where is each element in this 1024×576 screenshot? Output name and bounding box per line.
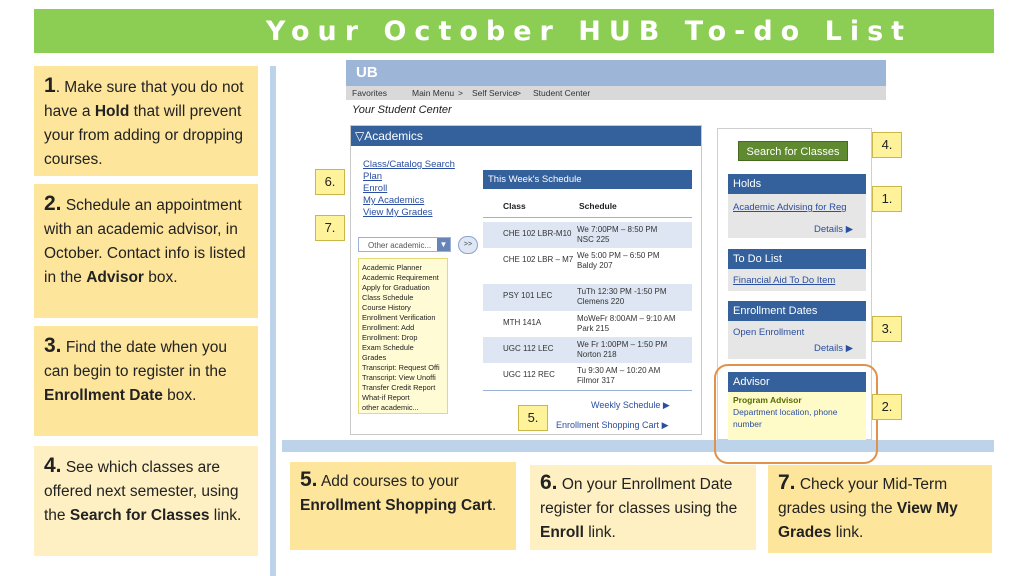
class-cell: UGC 112 REC [503, 370, 555, 379]
step-5-box [290, 462, 516, 550]
play-arrow-icon: ▶ [662, 400, 670, 410]
advisor-info: Department location, phone number [733, 407, 838, 429]
menu-item[interactable]: other academic... [362, 403, 419, 412]
step-text: . Make sure that you do not have a [44, 79, 244, 120]
play-arrow-icon: ▶ [845, 224, 853, 235]
play-arrow-icon: ▶ [661, 420, 669, 430]
holds-body [728, 194, 866, 238]
step-keyword: Hold [94, 103, 130, 120]
vertical-divider [270, 66, 276, 576]
link-class-catalog-search[interactable]: Class/Catalog Search [363, 159, 455, 170]
tag-2: 2. [872, 394, 902, 420]
step-number: 4. [44, 454, 62, 477]
step-text: box. [162, 387, 197, 404]
step-number: 7. [778, 471, 796, 494]
step-keyword: Enroll [540, 524, 584, 541]
menu-item[interactable]: What-if Report [362, 393, 410, 402]
holds-header: Holds [728, 174, 866, 194]
student-center-title: Your Student Center [352, 104, 452, 116]
academics-header-label: Academics [364, 129, 423, 143]
nav-separator: > [458, 88, 463, 98]
step-text: box. [143, 269, 178, 286]
weekly-schedule-link[interactable]: Weekly Schedule ▶ [591, 400, 670, 410]
step-text: Schedule an appointment with an academic advisor, in October. Contact info is listed in the [44, 197, 246, 286]
class-cell: UGC 112 LEC [503, 344, 554, 353]
shopping-cart-link[interactable]: Enrollment Shopping Cart ▶ [556, 420, 669, 430]
play-arrow-icon: ▶ [845, 343, 853, 354]
class-cell: CHE 102 LBR – M7 [503, 255, 574, 264]
dropdown-arrow-icon[interactable]: ▼ [437, 238, 450, 251]
enrollment-details-link[interactable]: Details ▶ [814, 343, 853, 354]
step-number: 1 [44, 74, 56, 97]
holds-link[interactable]: Academic Advising for Reg [733, 202, 847, 213]
table-row [483, 363, 692, 389]
step-7-box [768, 465, 992, 553]
schedule-cell: MoWeFr 8:00AM – 9:10 AM Park 215 [577, 314, 676, 333]
table-row [483, 222, 692, 248]
horizontal-divider [282, 440, 994, 452]
class-cell: PSY 101 LEC [503, 291, 553, 300]
menu-item[interactable]: Transfer Credit Report [362, 383, 436, 392]
nav-self-service[interactable]: Self Service [472, 88, 518, 98]
link-enroll[interactable]: Enroll [363, 183, 388, 194]
other-academic-menu [358, 258, 448, 414]
menu-item[interactable]: Class Schedule [362, 293, 414, 302]
step-number: 2. [44, 192, 62, 215]
table-row [483, 337, 692, 363]
step-4-box [34, 446, 258, 556]
nav-student-center[interactable]: Student Center [533, 88, 591, 98]
step-keyword: View My Grades [778, 500, 958, 541]
schedule-cell: We 7:00PM – 8:50 PM NSC 225 [577, 225, 658, 244]
nav-separator: > [516, 88, 521, 98]
open-enrollment-text[interactable]: Open Enrollment [733, 327, 805, 338]
enrollment-dates-body [728, 321, 866, 359]
class-cell: MTH 141A [503, 318, 542, 327]
column-header-schedule: Schedule [579, 201, 617, 211]
holds-details-link[interactable]: Details ▶ [814, 224, 853, 235]
schedule-cell: Tu 9:30 AM – 10:20 AM Filmor 317 [577, 366, 661, 385]
search-for-classes-button[interactable]: Search for Classes [738, 141, 848, 161]
step-1-box [34, 66, 258, 176]
todo-header: To Do List [728, 249, 866, 269]
schedule-header: This Week's Schedule [483, 170, 692, 189]
page-title: Your October HUB To-do List [34, 9, 994, 53]
step-text: Add courses to your [317, 473, 459, 490]
link-plan[interactable]: Plan [363, 171, 383, 182]
step-text: On your Enrollment Date register for classes using the [540, 476, 738, 517]
menu-item[interactable]: Course History [362, 303, 411, 312]
enrollment-dates-header: Enrollment Dates [728, 301, 866, 321]
menu-item[interactable]: Grades [362, 353, 387, 362]
menu-item[interactable]: Enrollment Verification [362, 313, 436, 322]
todo-link[interactable]: Financial Aid To Do Item [733, 275, 836, 286]
nav-favorites[interactable]: Favorites [352, 88, 387, 98]
advisor-name: Program Advisor [733, 395, 802, 405]
menu-item[interactable]: Exam Schedule [362, 343, 414, 352]
table-divider [483, 390, 692, 391]
other-academic-select[interactable]: Other academic... [358, 237, 451, 252]
step-text: Check your Mid-Term grades using the [778, 476, 948, 517]
step-text: link. [209, 507, 242, 524]
menu-item[interactable]: Enrollment: Add [362, 323, 415, 332]
menu-item[interactable]: Academic Planner [362, 263, 422, 272]
column-header-class: Class [503, 201, 526, 211]
step-keyword: Enrollment Date [44, 387, 163, 404]
menu-item[interactable]: Academic Requirement [362, 273, 439, 282]
advisor-header: Advisor [728, 372, 866, 392]
schedule-cell: We Fr 1:00PM – 1:50 PM Norton 218 [577, 340, 668, 359]
collapse-icon[interactable]: ▽ [355, 129, 365, 143]
tag-6: 6. [315, 169, 345, 195]
tag-4: 4. [872, 132, 902, 158]
menu-item[interactable]: Transcript: Request Offi [362, 363, 440, 372]
step-text: Find the date when you can begin to register in the [44, 339, 227, 380]
step-number: 5. [300, 468, 318, 491]
step-text: . [492, 497, 497, 514]
step-keyword: Advisor [86, 269, 144, 286]
class-cell: CHE 102 LBR-M10 [503, 229, 572, 238]
step-text: that will prevent your from adding or dropping courses. [44, 103, 244, 168]
tag-7: 7. [315, 215, 345, 241]
header-divider [483, 217, 692, 218]
table-row [483, 248, 692, 284]
step-2-box [34, 184, 258, 318]
link-view-my-grades[interactable]: View My Grades [363, 207, 433, 218]
step-6-box [530, 465, 756, 550]
step-number: 3. [44, 334, 62, 357]
tag-3: 3. [872, 316, 902, 342]
table-row [483, 284, 692, 311]
menu-item[interactable]: Enrollment: Drop [362, 333, 418, 342]
tag-1: 1. [872, 186, 902, 212]
go-button[interactable]: >> [458, 236, 478, 254]
step-keyword: Enrollment Shopping Cart [300, 497, 493, 514]
schedule-cell: We 5:00 PM – 6:50 PM Baldy 207 [577, 251, 660, 270]
tag-5: 5. [518, 405, 548, 431]
todo-body [728, 269, 866, 291]
hub-nav-bar [346, 86, 886, 100]
step-3-box [34, 326, 258, 436]
step-text: link. [831, 524, 864, 541]
step-text: See which classes are offered next semester, using the [44, 459, 239, 524]
menu-item[interactable]: Transcript: View Unoffi [362, 373, 436, 382]
step-number: 6. [540, 471, 558, 494]
step-keyword: Search for Classes [69, 507, 210, 524]
schedule-cell: TuTh 12:30 PM -1:50 PM Clemens 220 [577, 287, 667, 306]
academics-header [351, 126, 701, 146]
menu-item[interactable]: Apply for Graduation [362, 283, 430, 292]
link-my-academics[interactable]: My Academics [363, 195, 425, 206]
ub-logo: UB [346, 60, 886, 86]
step-text: link. [583, 524, 616, 541]
nav-main-menu[interactable]: Main Menu [412, 88, 455, 98]
table-row [483, 311, 692, 338]
advisor-highlight-ring [714, 364, 878, 464]
